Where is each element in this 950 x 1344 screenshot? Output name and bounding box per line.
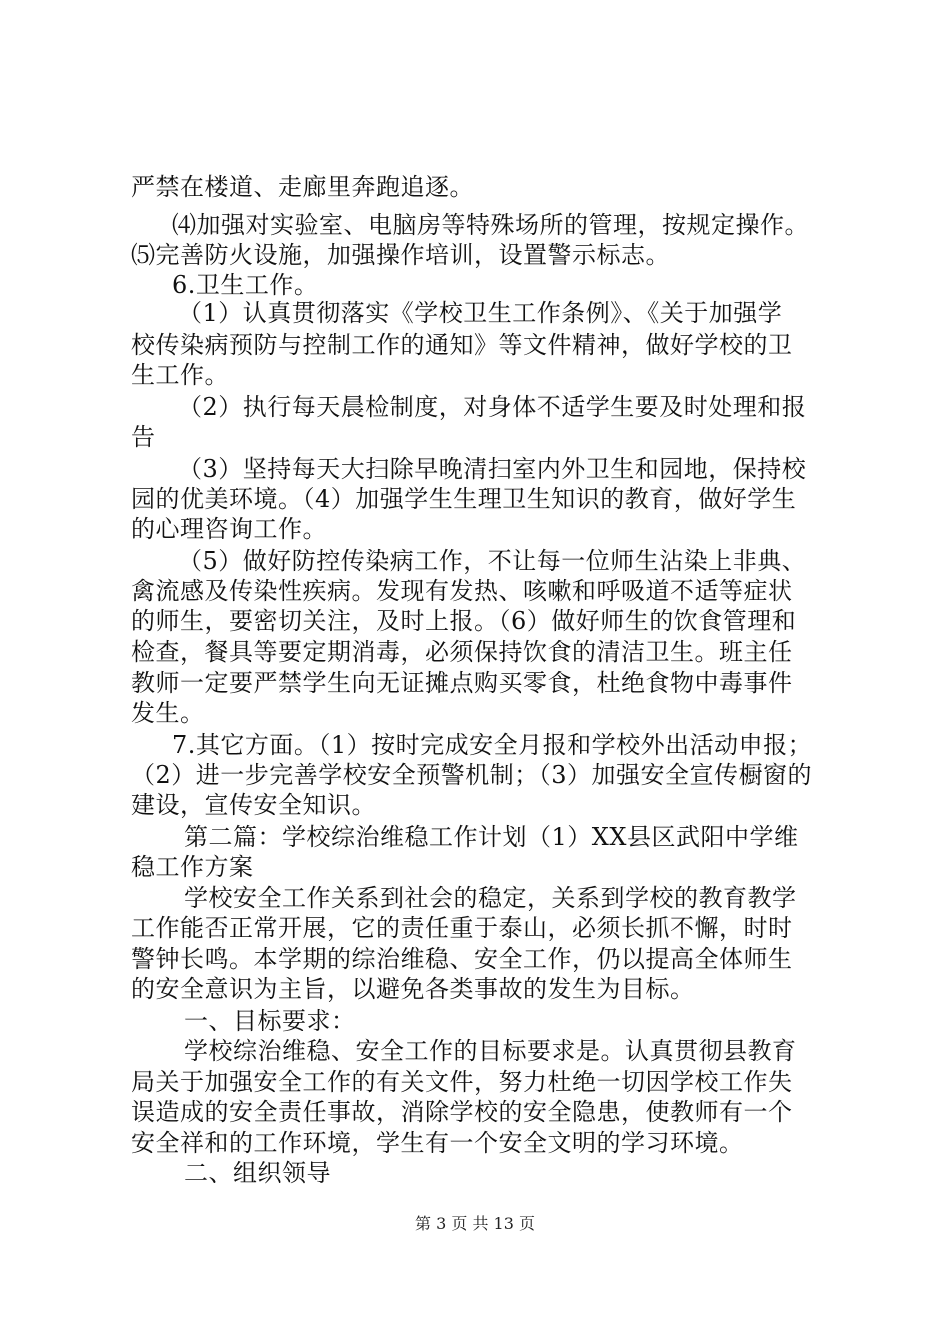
text-line: 生工作。 bbox=[131, 361, 229, 389]
text-line: 安全祥和的工作环境，学生有一个安全文明的学习环境。 bbox=[131, 1129, 744, 1157]
text-line: 校传染病预防与控制工作的通知》等文件精神，做好学校的卫 bbox=[131, 331, 793, 359]
section-heading: 稳工作方案 bbox=[131, 853, 254, 881]
text-line: 6.卫生工作。 bbox=[172, 271, 319, 299]
text-line: 学校综治维稳、安全工作的目标要求是。认真贯彻县教育 bbox=[184, 1037, 797, 1065]
text-line: 的安全意识为主旨，以避免各类事故的发生为目标。 bbox=[131, 975, 695, 1003]
text-line: 误造成的安全责任事故，消除学校的安全隐患，使教师有一个 bbox=[131, 1098, 793, 1126]
page-number-footer: 第 3 页 共 13 页 bbox=[415, 1214, 535, 1233]
text-line: 教师一定要严禁学生向无证摊点购买零食，杜绝食物中毒事件 bbox=[131, 669, 793, 697]
section-heading: 一、目标要求： bbox=[184, 1007, 356, 1035]
text-line: （2）进一步完善学校安全预警机制；（3）加强安全宣传橱窗的 bbox=[131, 761, 813, 789]
text-line: 的师生，要密切关注，及时上报。（6）做好师生的饮食管理和 bbox=[131, 607, 797, 635]
text-line: ⑷加强对实验室、电脑房等特殊场所的管理，按规定操作。 bbox=[172, 211, 809, 239]
section-heading: 二、组织领导 bbox=[184, 1159, 331, 1187]
text-line: 建设，宣传安全知识。 bbox=[131, 791, 376, 819]
text-line: 禽流感及传染性疾病。发现有发热、咳嗽和呼吸道不适等症状 bbox=[131, 577, 793, 605]
text-line: 检查，餐具等要定期消毒，必须保持饮食的清洁卫生。班主任 bbox=[131, 638, 793, 666]
text-line: 警钟长鸣。本学期的综治维稳、安全工作，仍以提高全体师生 bbox=[131, 945, 793, 973]
text-line: 局关于加强安全工作的有关文件，努力杜绝一切因学校工作失 bbox=[131, 1068, 793, 1096]
text-line: （3）坚持每天大扫除早晚清扫室内外卫生和园地，保持校 bbox=[178, 455, 807, 483]
text-line: 7.其它方面。（1）按时完成安全月报和学校外出活动申报； bbox=[172, 731, 813, 759]
text-line: 的心理咨询工作。 bbox=[131, 515, 327, 543]
text-line: 工作能否正常开展，它的责任重于泰山，必须长抓不懈，时时 bbox=[131, 914, 793, 942]
text-line: 学校安全工作关系到社会的稳定，关系到学校的教育教学 bbox=[184, 884, 797, 912]
text-line: （1）认真贯彻落实《学校卫生工作条例》、《关于加强学 bbox=[178, 299, 783, 327]
text-line: ⑸完善防火设施，加强操作培训，设置警示标志。 bbox=[131, 241, 670, 269]
text-line: 告 bbox=[131, 423, 156, 451]
section-heading: 第二篇：学校综治维稳工作计划（1）XX县区武阳中学维 bbox=[184, 823, 799, 851]
text-line: 发生。 bbox=[131, 699, 205, 727]
text-line: （2）执行每天晨检制度，对身体不适学生要及时处理和报 bbox=[178, 393, 807, 421]
text-line: 园的优美环境。（4）加强学生生理卫生知识的教育，做好学生 bbox=[131, 485, 797, 513]
text-line: 严禁在楼道、走廊里奔跑追逐。 bbox=[131, 173, 474, 201]
text-line: （5）做好防控传染病工作，不让每一位师生沾染上非典、 bbox=[178, 547, 807, 575]
